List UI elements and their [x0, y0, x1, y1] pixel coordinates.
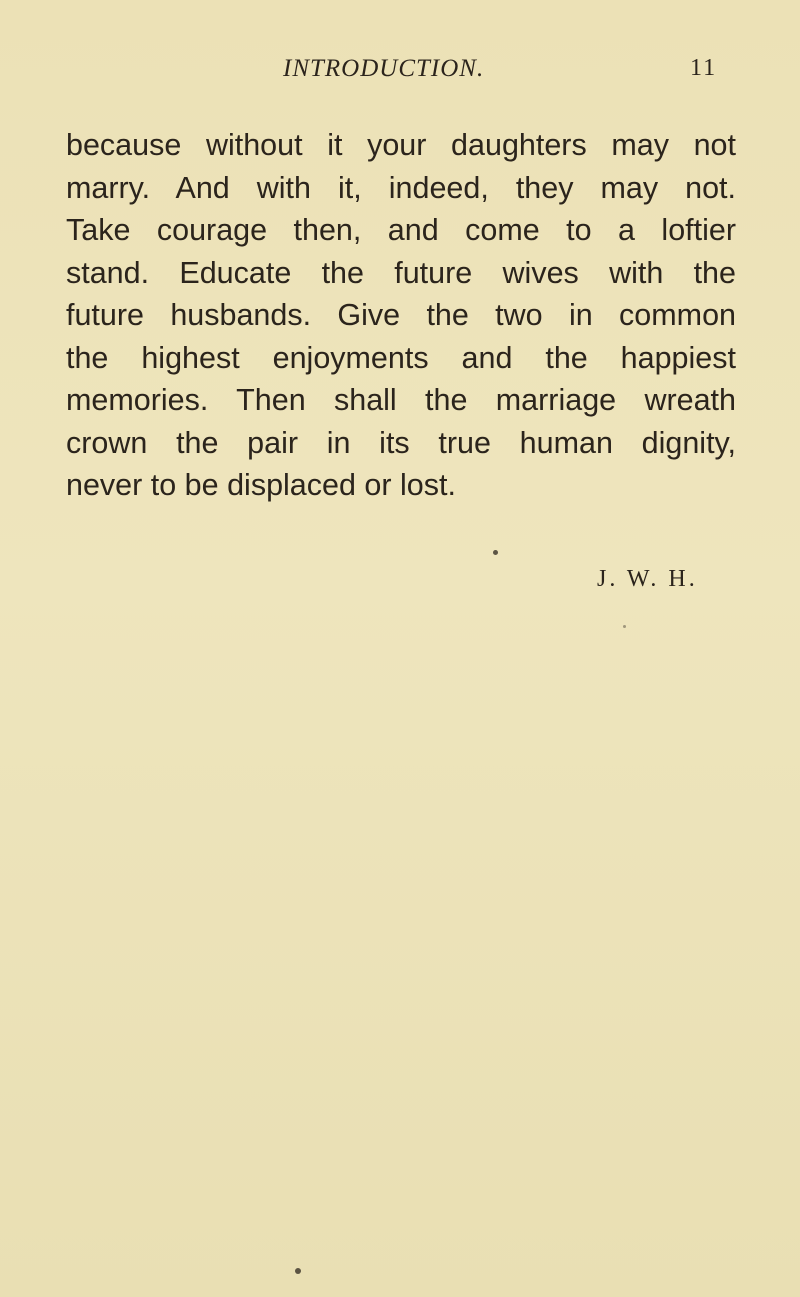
text-line: future husbands. Give the two in common	[66, 298, 736, 332]
text-line: crown the pair in its true human dignity,	[66, 425, 736, 460]
text-line: the highest enjoyments and the happiest	[66, 340, 736, 375]
text-line: never to be displaced or lost.	[66, 468, 456, 502]
text-line: because without it your daughters may not	[66, 128, 736, 162]
running-head	[0, 55, 800, 91]
text-line: marry. And with it, indeed, they may not.	[66, 170, 736, 205]
author-signature: J. W. H.	[597, 566, 698, 592]
page-number: 11	[690, 55, 718, 81]
running-head-title: INTRODUCTION.	[283, 55, 485, 82]
text-line: Take courage then, and come to a loftier	[66, 213, 736, 247]
paper-speck	[623, 625, 626, 628]
text-line: memories. Then shall the marriage wreath	[66, 383, 736, 417]
body-text	[66, 124, 736, 507]
paper-speck	[295, 1268, 301, 1274]
paper-speck	[493, 550, 498, 555]
text-line: stand. Educate the future wives with the	[66, 255, 736, 290]
